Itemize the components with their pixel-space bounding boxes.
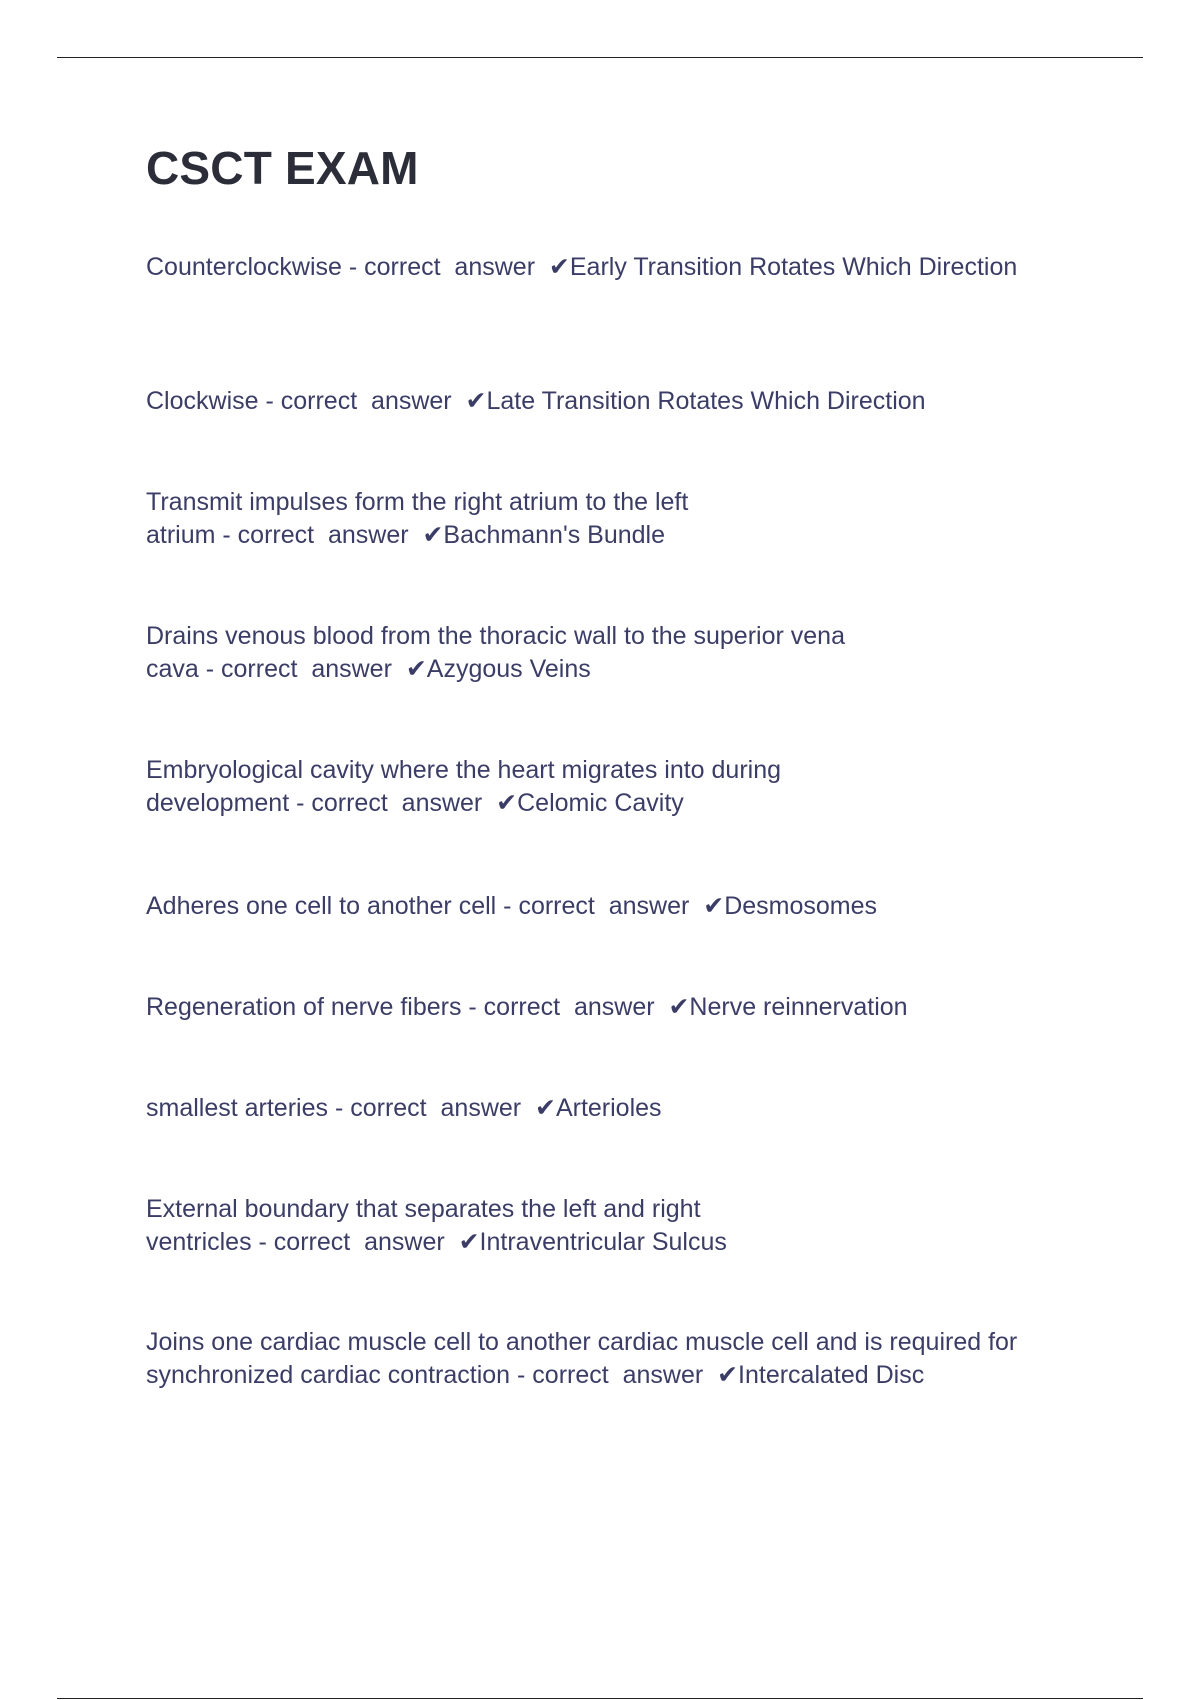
check-icon: ✔ — [548, 253, 570, 281]
qa-connector: - correct answer — [510, 1361, 718, 1389]
qa-connector: - correct answer — [198, 655, 406, 683]
qa-connector: - correct answer — [341, 253, 549, 281]
qa-connector: - correct answer — [328, 1094, 535, 1122]
qa-definition: Intraventricular Sulcus — [479, 1228, 727, 1256]
qa-item — [146, 486, 1086, 552]
qa-definition: Late Transition Rotates Which Direction — [486, 387, 926, 415]
bottom-rule — [57, 1698, 1143, 1699]
check-icon: ✔ — [496, 789, 518, 817]
check-icon: ✔ — [458, 1228, 480, 1256]
qa-connector: - correct answer — [461, 993, 669, 1021]
qa-item — [146, 890, 1086, 923]
qa-term: Adheres one cell to another cell — [146, 892, 497, 920]
qa-definition: Celomic Cavity — [517, 789, 684, 817]
qa-term: smallest arteries — [146, 1094, 328, 1122]
qa-definition: Azygous Veins — [426, 655, 591, 683]
qa-definition: Bachmann's Bundle — [443, 521, 666, 549]
qa-item — [146, 251, 1086, 284]
qa-term: External boundary that separates the left and right ventricles — [146, 1195, 708, 1256]
check-icon: ✔ — [535, 1094, 556, 1122]
check-icon: ✔ — [703, 892, 725, 920]
check-icon: ✔ — [717, 1361, 739, 1389]
document-body — [146, 140, 1086, 196]
top-rule — [57, 57, 1143, 58]
qa-term: Embryological cavity where the heart migrates into during development — [146, 756, 788, 817]
qa-term: Regeneration of nerve fibers — [146, 993, 462, 1021]
qa-item — [146, 754, 1086, 820]
qa-connector: - correct answer — [258, 387, 466, 415]
qa-definition: Intercalated Disc — [738, 1361, 925, 1389]
qa-item — [146, 620, 1086, 686]
qa-term: Joins one cardiac muscle cell to another cardiac muscle cell and is required for synchronized cardiac contraction — [146, 1328, 1025, 1389]
qa-term: Drains venous blood from the thoracic wall to the superior vena cava — [146, 622, 852, 683]
check-icon: ✔ — [422, 521, 444, 549]
qa-connector: - correct answer — [251, 1228, 459, 1256]
qa-item — [146, 1326, 1086, 1392]
qa-definition: Early Transition Rotates Which Direction — [569, 253, 1018, 281]
qa-item — [146, 1193, 1086, 1259]
check-icon: ✔ — [668, 993, 690, 1021]
qa-term: Counterclockwise — [146, 253, 342, 281]
qa-definition: Nerve reinnervation — [689, 993, 908, 1021]
page-title: CSCT EXAM — [146, 142, 419, 194]
check-icon: ✔ — [465, 387, 487, 415]
check-icon: ✔ — [405, 655, 427, 683]
qa-connector: - correct answer — [496, 892, 704, 920]
qa-item — [146, 991, 1086, 1024]
qa-definition: Desmosomes — [724, 892, 878, 920]
qa-item — [146, 1092, 1086, 1125]
qa-term: Transmit impulses form the right atrium to the left atrium — [146, 488, 696, 549]
qa-item — [146, 385, 1086, 418]
qa-term: Clockwise — [146, 387, 259, 415]
qa-connector: - correct answer — [289, 789, 497, 817]
qa-definition: Arterioles — [555, 1094, 662, 1122]
qa-connector: - correct answer — [215, 521, 423, 549]
